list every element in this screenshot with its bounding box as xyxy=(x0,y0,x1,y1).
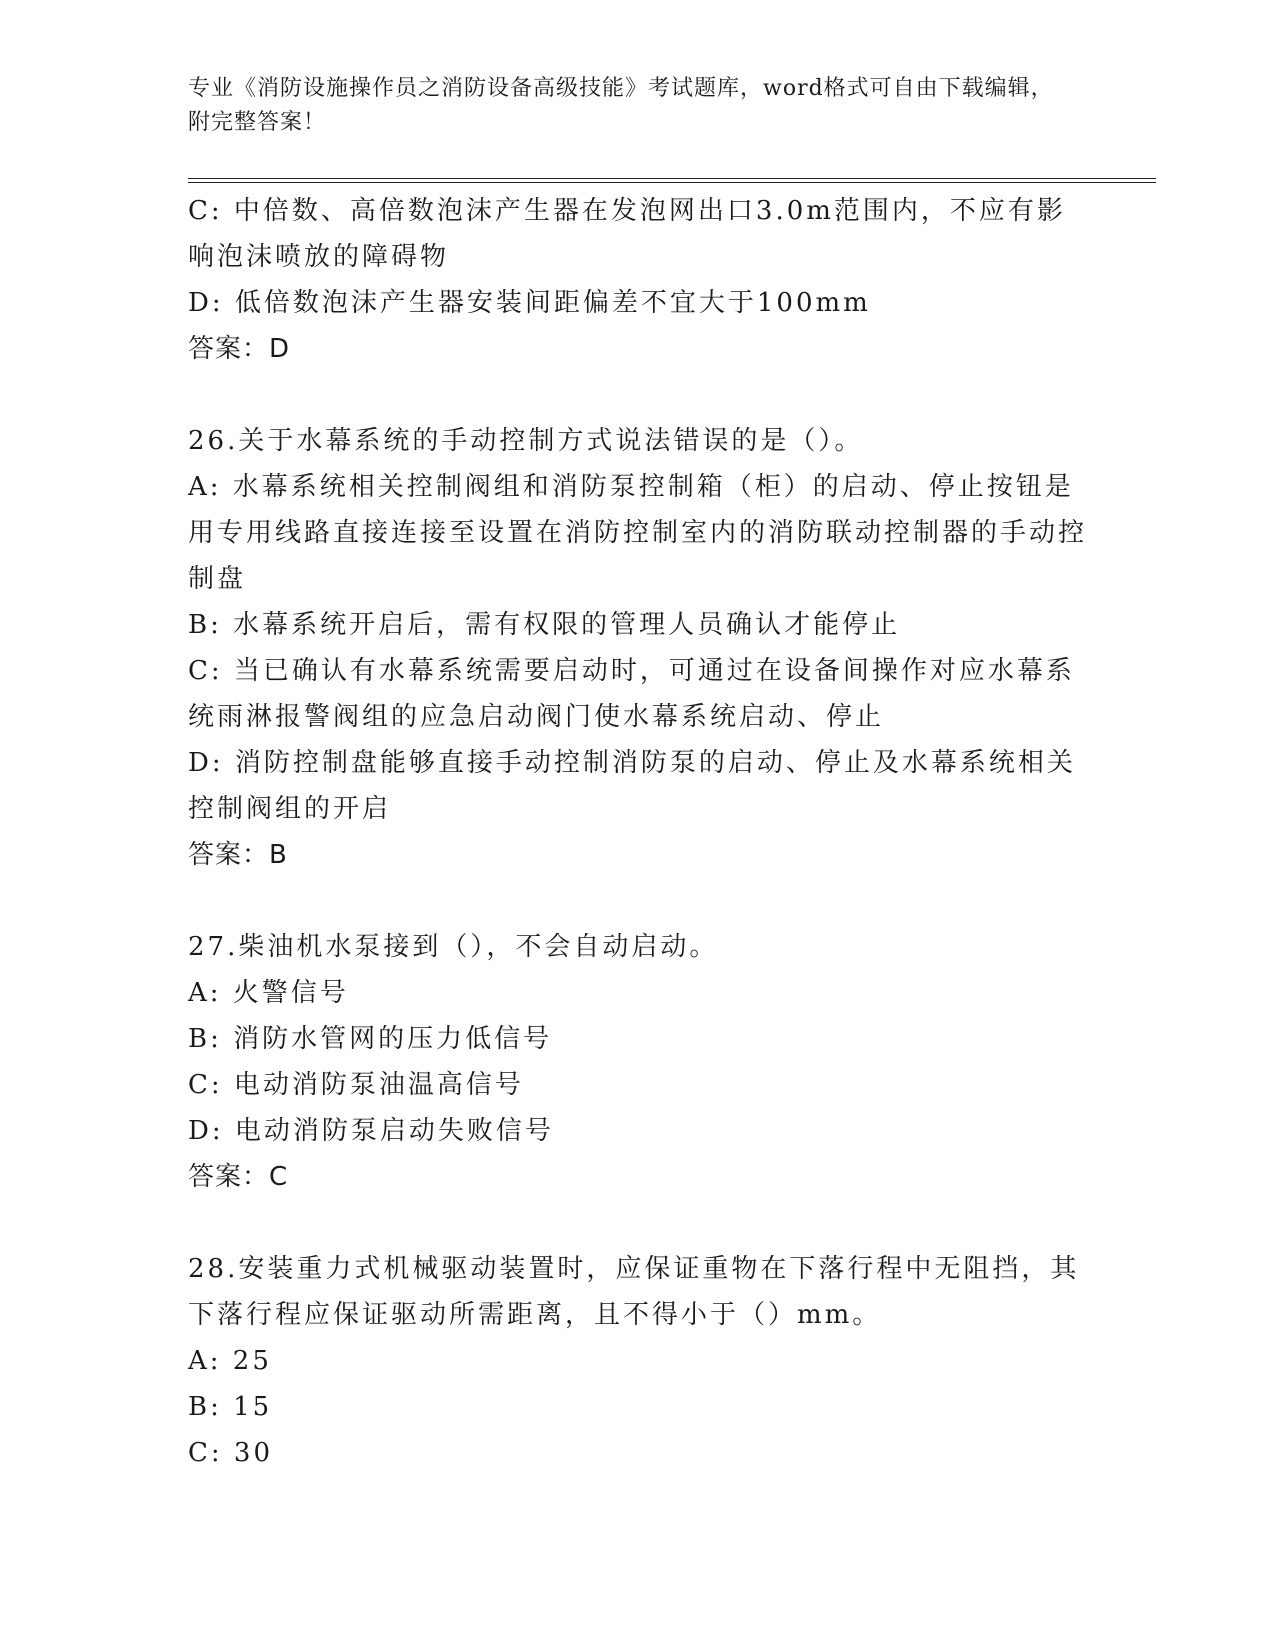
option-a: A: 火警信号 xyxy=(188,978,349,1008)
option-c: C: 中倍数、高倍数泡沫产生器在发泡网出口3.0m范围内，不应有影响泡沫喷放的障碍物 xyxy=(188,196,1066,272)
question-stem: 27.柴油机水泵接到（），不会自动启动。 xyxy=(188,932,719,962)
option-b: B: 消防水管网的压力低信号 xyxy=(188,1024,553,1054)
answer-line: 答案：C xyxy=(188,1162,289,1192)
question-stem: 28.安装重力式机械驱动装置时，应保证重物在下落行程中无阻挡，其下落行程应保证驱动所需距离，且不得小于（）mm。 xyxy=(188,1254,1080,1330)
option-c: C: 当已确认有水幕系统需要启动时，可通过在设备间操作对应水幕系统雨淋报警阀组的应急启动阀门使水幕系统启动、停止 xyxy=(188,656,1075,732)
question-fragment xyxy=(188,188,1088,372)
document-body xyxy=(188,188,1088,1476)
question-27 xyxy=(188,924,1088,1200)
option-d: D: 消防控制盘能够直接手动控制消防泵的启动、停止及水幕系统相关控制阀组的开启 xyxy=(188,748,1076,824)
option-d: D: 电动消防泵启动失败信号 xyxy=(188,1116,554,1146)
header-double-rule xyxy=(188,178,1156,183)
option-c: C: 30 xyxy=(188,1438,274,1468)
question-26 xyxy=(188,418,1088,878)
option-a: A: 25 xyxy=(188,1346,272,1376)
option-c: C: 电动消防泵油温高信号 xyxy=(188,1070,524,1100)
answer-line: 答案：B xyxy=(188,840,288,870)
answer-line: 答案：D xyxy=(188,334,291,364)
option-b: B: 15 xyxy=(188,1392,273,1422)
option-d: D: 低倍数泡沫产生器安装间距偏差不宜大于100mm xyxy=(188,288,871,318)
option-b: B: 水幕系统开启后，需有权限的管理人员确认才能停止 xyxy=(188,610,901,640)
question-28 xyxy=(188,1246,1088,1476)
question-stem: 26.关于水幕系统的手动控制方式说法错误的是（）。 xyxy=(188,426,864,456)
option-a: A: 水幕系统相关控制阀组和消防泵控制箱（柜）的启动、停止按钮是用专用线路直接连接至设置在消防控制室内的消防联动控制器的手动控制盘 xyxy=(188,472,1088,594)
page-header: 专业《消防设施操作员之消防设备高级技能》考试题库，word格式可自由下载编辑，附完整答案！ xyxy=(188,76,1054,135)
